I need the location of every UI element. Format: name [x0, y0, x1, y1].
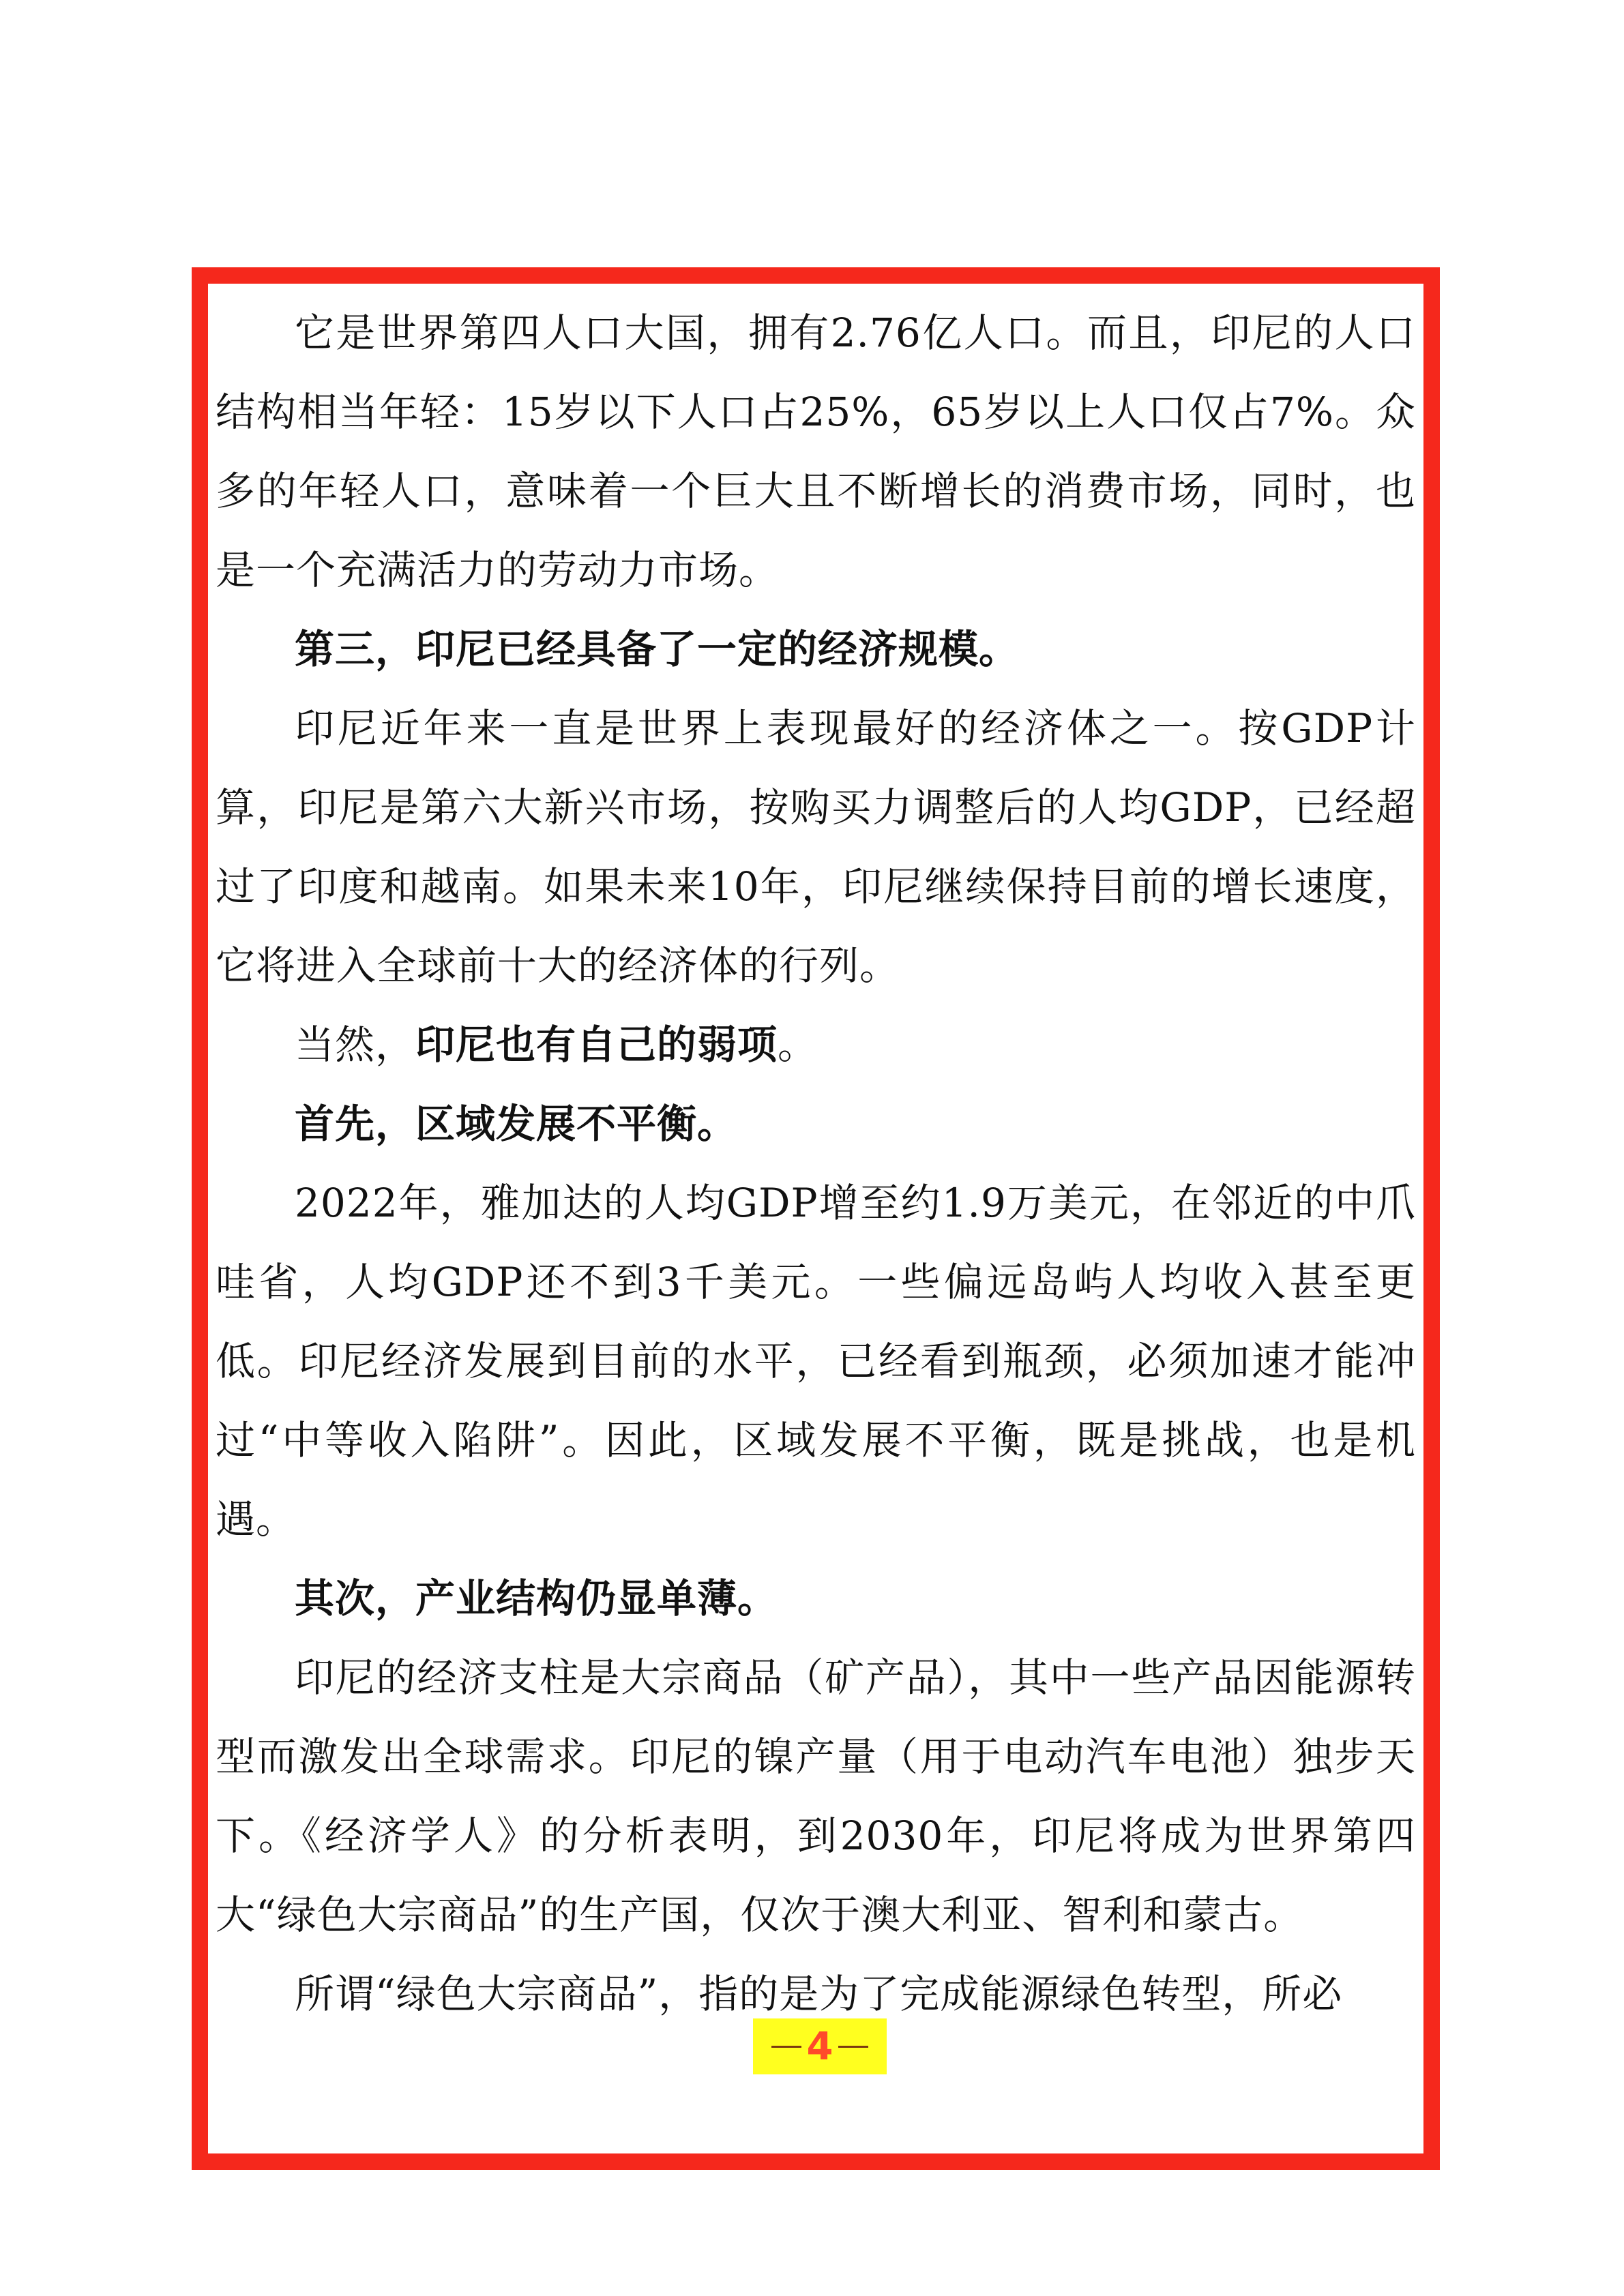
paragraph-weaknesses — [216, 1005, 1416, 1084]
paragraph-population: 它是世界第四人口大国，拥有2.76亿人口。而且，印尼的人口结构相当年轻：15岁以下人口占25%，65岁以上人口仅占7%。众多的年轻人口，意味着一个巨大且不断增长的消费市场，同时，也是一个充满活力的劳动力市场。 — [216, 310, 1416, 593]
page-number-value: 4 — [806, 2024, 833, 2069]
page-number — [753, 2018, 887, 2074]
weakness-prefix: 当然， — [295, 1022, 416, 1068]
weakness-suffix: 。 — [778, 1022, 818, 1068]
heading-regional-imbalance: 首先，区域发展不平衡。 — [295, 1101, 738, 1147]
paragraph-gdp: 印尼近年来一直是世界上表现最好的经济体之一。按GDP计算，印尼是第六大新兴市场，按购买力调整后的人均GDP，已经超过了印度和越南。如果未来10年，印尼继续保持目前的增长速度，它将进入全球前十大的经济体的行列。 — [216, 705, 1416, 989]
weakness-bold: 印尼也有自己的弱项 — [415, 1022, 778, 1068]
paragraph-regional: 2022年，雅加达的人均GDP增至约1.9万美元，在邻近的中爪哇省，人均GDP还不到3千美元。一些偏远岛屿人均收入甚至更低。印尼经济发展到目前的水平，已经看到瓶颈，必须加速才能冲过“中等收入陷阱”。因此，区域发展不平衡，既是挑战，也是机遇。 — [216, 1180, 1416, 1542]
document-body — [216, 293, 1416, 2033]
paragraph-green-commodities: 所谓“绿色大宗商品”，指的是为了完成能源绿色转型，所必 — [295, 1971, 1343, 2017]
heading-industry-structure: 其次，产业结构仍显单薄。 — [295, 1575, 778, 1622]
dash-left — [771, 2046, 801, 2048]
heading-economic-scale: 第三，印尼已经具备了一定的经济规模。 — [295, 626, 1020, 672]
paragraph-commodities: 印尼的经济支柱是大宗商品（矿产品），其中一些产品因能源转型而激发出全球需求。印尼的镍产量（用于电动汽车电池）独步天下。《经济学人》的分析表明，到2030年，印尼将成为世界第四大“绿色大宗商品”的生产国，仅次于澳大利亚、智利和蒙古。 — [216, 1654, 1416, 1938]
dash-right — [838, 2046, 868, 2048]
